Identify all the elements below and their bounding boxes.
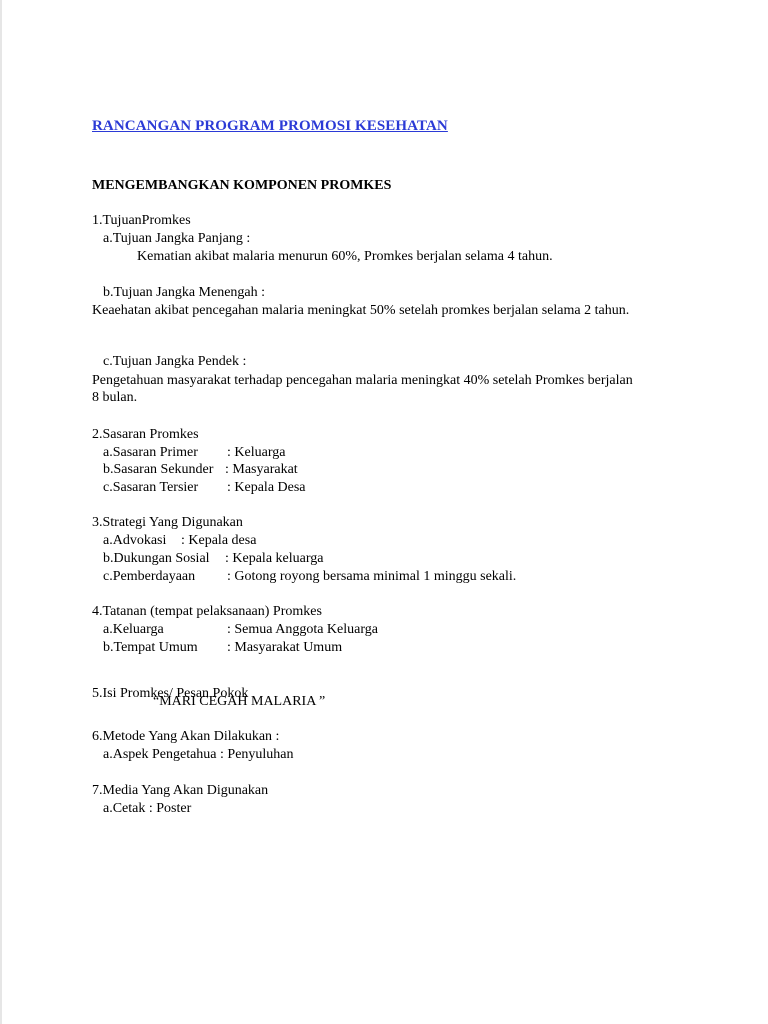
s3-row-label: a.Advokasi: [103, 533, 167, 548]
document-title-link[interactable]: RANCANGAN PROGRAM PROMOSI KESEHATAN: [92, 118, 448, 134]
s2-row-value: : Keluarga: [227, 445, 286, 460]
page-edge: [0, 0, 2, 1024]
s2-row-label: c.Sasaran Tersier: [103, 480, 199, 495]
s3-row-label: c.Pemberdayaan: [103, 569, 196, 584]
s3-row-value: : Kepala keluarga: [225, 551, 324, 566]
section-heading: MENGEMBANGKAN KOMPONEN PROMKES: [92, 178, 392, 193]
s2-row-label: b.Sasaran Sekunder: [103, 462, 214, 477]
section-5-title: 5.Isi Promkes/ Pesan Pokok: [92, 686, 249, 701]
s1-c-label: c.Tujuan Jangka Pendek :: [103, 354, 247, 369]
s1-c-text-line1: Pengetahuan masyarakat terhadap pencegahan malaria meningkat 40% setelah Promkes berjalan: [92, 373, 633, 388]
s2-row-value: : Kepala Desa: [227, 480, 306, 495]
s1-b-label: b.Tujuan Jangka Menengah :: [103, 285, 266, 300]
section-4-title: 4.Tatanan (tempat pelaksanaan) Promkes: [92, 604, 322, 619]
s4-row-value: : Masyarakat Umum: [227, 640, 343, 655]
s1-a-text: Kematian akibat malaria menurun 60%, Promkes berjalan selama 4 tahun.: [137, 249, 553, 264]
section-6-title: 6.Metode Yang Akan Dilakukan :: [92, 729, 280, 744]
s4-row-label: a.Keluarga: [103, 622, 164, 637]
s2-row-label: a.Sasaran Primer: [103, 445, 198, 460]
s3-row-label: b.Dukungan Sosial: [103, 551, 210, 566]
section-1-title: 1.TujuanPromkes: [92, 213, 191, 228]
s1-b-text: Keaehatan akibat pencegahan malaria meningkat 50% setelah promkes berjalan selama 2 tahun.: [92, 303, 630, 318]
s1-c-text-line2: 8 bulan.: [92, 390, 138, 405]
s4-row-label: b.Tempat Umum: [103, 640, 198, 655]
s3-row-value: : Kepala desa: [181, 533, 257, 548]
s4-row-value: : Semua Anggota Keluarga: [227, 622, 378, 637]
s6-item: a.Aspek Pengetahua : Penyuluhan: [103, 747, 294, 762]
section-7-title: 7.Media Yang Akan Digunakan: [92, 783, 269, 798]
s7-item: a.Cetak : Poster: [103, 801, 192, 816]
s5-key-message: “MARI CEGAH MALARIA ”: [153, 694, 326, 709]
s3-row-value: : Gotong royong bersama minimal 1 minggu sekali.: [227, 569, 517, 584]
s2-row-value: : Masyarakat: [225, 462, 298, 477]
section-3-title: 3.Strategi Yang Digunakan: [92, 515, 243, 530]
section-2-title: 2.Sasaran Promkes: [92, 427, 199, 442]
s1-a-label: a.Tujuan Jangka Panjang :: [103, 231, 251, 246]
